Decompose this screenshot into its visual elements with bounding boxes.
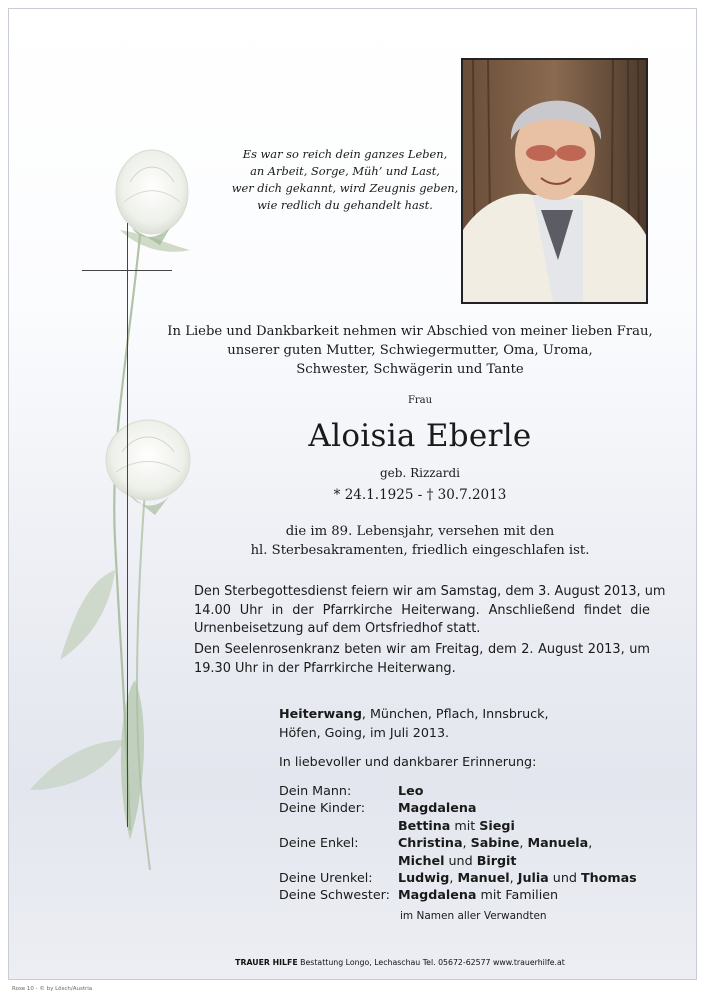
place-bold: Heiterwang xyxy=(279,706,362,721)
poem-line: an Arbeit, Sorge, Müh’ und Last, xyxy=(250,164,440,178)
cross-horizontal xyxy=(82,270,172,271)
relation-label: Deine Enkel: xyxy=(279,835,359,851)
died-line: hl. Sterbesakramenten, friedlich eingeschlafen ist. xyxy=(250,543,590,558)
family-name: Bettina xyxy=(398,817,451,833)
footer-text: Bestattung Longo, Lechaschau Tel. 05672-62577 www.trauerhilfe.at xyxy=(297,958,565,967)
maiden-name: geb. Rizzardi xyxy=(379,466,461,480)
died-text xyxy=(240,522,600,560)
relation-label: Deine Schwester: xyxy=(279,887,390,903)
intro-line: In Liebe und Dankbarkeit nehmen wir Abschied von meiner lieben Frau, xyxy=(167,324,653,339)
died-line: die im 89. Lebensjahr, versehen mit den xyxy=(285,524,555,539)
connector: , xyxy=(509,869,518,885)
family-name: Magdalena xyxy=(398,887,477,903)
connector: , xyxy=(462,835,471,851)
family-name: Michel xyxy=(398,852,445,868)
relation-label: Dein Mann: xyxy=(279,783,352,798)
relation-label: Deine Kinder: xyxy=(279,800,365,816)
poem-line: wer dich gekannt, wird Zeugnis geben, xyxy=(231,181,459,195)
title-prefix: Frau xyxy=(407,395,433,406)
connector: und xyxy=(444,852,477,868)
rosary-line: 19.30 Uhr in der Pfarrkirche Heiterwang. xyxy=(194,660,456,676)
family-name: Manuela xyxy=(527,835,589,851)
funeral-home-footer xyxy=(200,958,600,967)
family-name: Ludwig xyxy=(398,869,450,885)
funeral-line: Urnenbeisetzung auf dem Ortsfriedhof statt. xyxy=(194,621,481,636)
cross-vertical xyxy=(127,223,128,827)
funeral-paragraph xyxy=(194,583,666,639)
portrait-photo xyxy=(461,58,648,304)
deceased-name: Aloisia Eberle xyxy=(308,418,532,454)
funeral-line: 14.00 Uhr in der Pfarrkirche Heiterwang. Anschließend findet die xyxy=(194,602,650,618)
family-name: Christina xyxy=(398,835,463,851)
family-name: Manuel xyxy=(457,869,510,885)
place-line2: Höfen, Going, im Juli 2013. xyxy=(279,724,450,740)
connector: , xyxy=(449,869,458,885)
family-name: Thomas xyxy=(580,869,637,885)
intro-line: Schwester, Schwägerin und Tante xyxy=(296,362,524,377)
family-name: Leo xyxy=(398,783,424,798)
poem-line: Es war so reich dein ganzes Leben, xyxy=(242,147,448,161)
connector: mit Familien xyxy=(476,887,559,903)
connector: , xyxy=(519,835,528,851)
family-name: Siegi xyxy=(479,817,515,833)
footer-brand: TRAUER HILFE xyxy=(235,958,298,967)
poem xyxy=(200,146,490,214)
family-name: Magdalena xyxy=(398,800,477,816)
family-name: Sabine xyxy=(470,835,520,851)
poem-line: wie redlich du gehandelt hast. xyxy=(257,198,433,212)
funeral-line: Den Sterbegottesdienst feiern wir am Samstag, dem 3. August 2013, um xyxy=(194,584,666,599)
relation-label: Deine Urenkel: xyxy=(279,869,373,885)
rosary-paragraph xyxy=(194,641,650,678)
place-and-date xyxy=(279,705,549,742)
relatives-note: im Namen aller Verwandten xyxy=(400,910,547,922)
connector: mit xyxy=(450,817,480,833)
family-name: Julia xyxy=(517,869,549,885)
rose-illustration xyxy=(20,140,220,900)
life-dates: * 24.1.1925 - † 30.7.2013 xyxy=(333,487,507,503)
design-credit: Rose 10 - © by Lösch/Austria xyxy=(12,986,93,992)
place-rest: , München, Pflach, Innsbruck, xyxy=(361,706,549,721)
rosary-line: Den Seelenrosenkranz beten wir am Freitag, dem 2. August 2013, um xyxy=(194,642,650,657)
family-name: Birgit xyxy=(476,852,517,868)
intro-line: unserer guten Mutter, Schwiegermutter, Oma, Uroma, xyxy=(227,343,593,358)
memory-line: In liebevoller und dankbarer Erinnerung: xyxy=(279,754,537,769)
farewell-intro xyxy=(160,322,660,379)
connector: und xyxy=(548,869,581,885)
